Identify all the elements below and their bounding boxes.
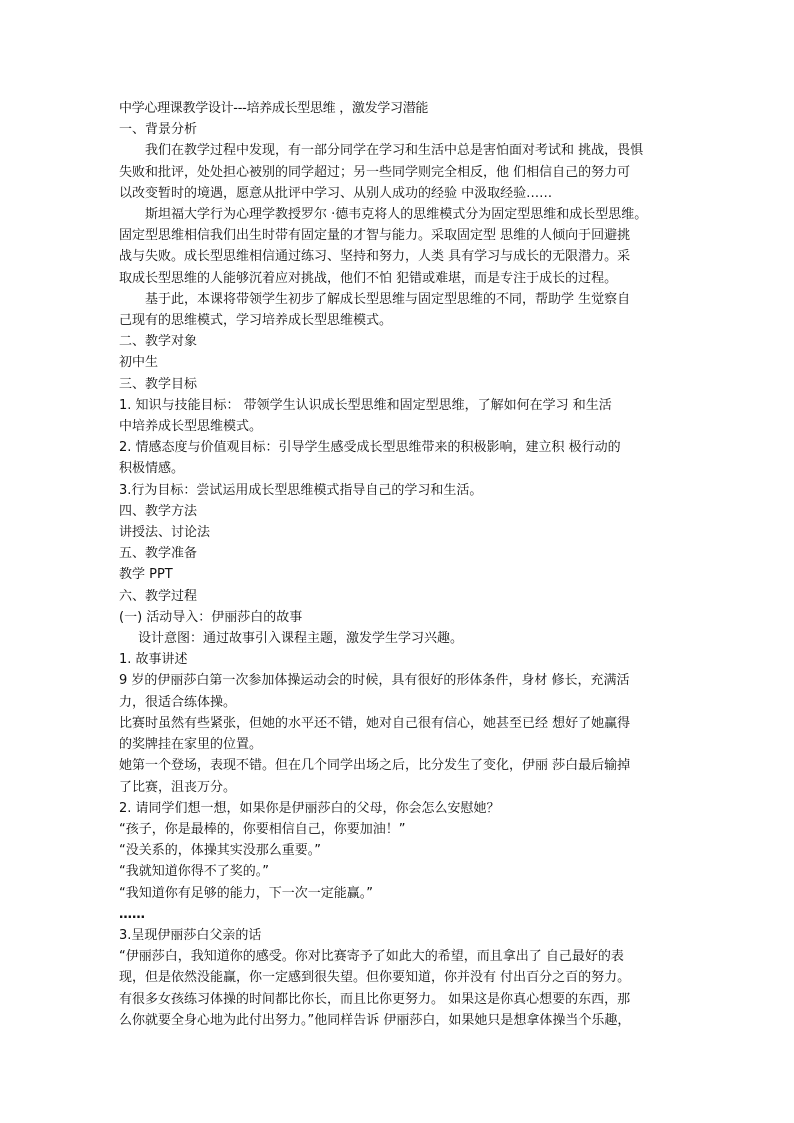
quote-line: 现，但是依然没能赢，你一定感到很失望。但你要知道，你并没有 付出百分之百的努力。 [119,970,631,986]
paragraph-line: 我们在教学过程中发现，有一部分同学在学习和生活中总是害怕面对考试和 挑战，畏惧 [145,143,644,159]
paragraph-line: 力，很适合练体操。 [119,694,237,710]
section-heading-preparation: 五、教学准备 [119,546,198,562]
paragraph-line: 她第一个登场，表现不错。但在几个同学出场之后，比分发生了变化，伊丽 莎白最后输掉 [119,758,631,774]
paragraph-line: 中培养成长型思维模式。 [119,419,263,435]
paragraph-line: 己现有的思维模式，学习培养成长型思维模式。 [119,313,393,329]
document-page [119,98,679,1031]
paragraph-line: 了比赛，沮丧万分。 [119,779,237,795]
ellipsis-line: …… [119,906,145,922]
paragraph-line: 固定型思维相信我们出生时带有固定量的才智与能力。采取固定型 思维的人倾向于回避挑 [119,228,631,244]
paragraph-line: 失败和批评，处处担心被别的同学超过；另一些同学则完全相反，他 们相信自己的努力可 [119,164,631,180]
section-heading-goals: 三、教学目标 [119,376,198,392]
paragraph-line: 教学 PPT [119,567,173,583]
paragraph-line: 的奖牌挂在家里的位置。 [119,737,263,753]
paragraph-line: 比赛时虽然有些紧张，但她的水平还不错，她对自己很有信心，她甚至已经 想好了她赢得 [119,715,631,731]
quote-line: “没关系的，体操其实没那么重要。” [119,843,321,859]
list-item: 2. 请同学们想一想，如果你是伊丽莎白的父母，你会怎么安慰她？ [119,800,500,816]
list-item: 1. 故事讲述 [119,652,188,668]
paragraph-line: 战与失败。成长型思维相信通过练习、坚持和努力，人类 具有学习与成长的无限潜力。采 [119,249,631,265]
quote-line: “孩子，你是最棒的，你要相信自己，你要加油！” [119,821,406,837]
section-heading-background: 一、背景分析 [119,122,198,138]
section-heading-methods: 四、教学方法 [119,503,198,519]
paragraph-line: 9 岁的伊丽莎白第一次参加体操运动会的时候，具有很好的形体条件，身材 修长，充满活 [119,673,630,689]
paragraph-line: 斯坦福大学行为心理学教授罗尔 ·德韦克将人的思维模式分为固定型思维和成长型思维。 [145,207,648,223]
paragraph-line: 积极情感。 [119,461,185,477]
list-item: 3.行为目标：尝试运用成长型思维模式指导自己的学习和生活。 [119,482,483,498]
section-heading-process: 六、教学过程 [119,588,198,604]
paragraph-line: 初中生 [119,355,159,371]
quote-line: 么你就要全身心地为此付出努力。”他同样告诉 伊丽莎白，如果她只是想拿体操当个乐趣， [119,1012,631,1028]
section-heading-audience: 二、教学对象 [119,334,198,350]
quote-line: 有很多女孩练习体操的时间都比你长，而且比你更努力。 如果这是你真心想要的东西，那 [119,991,631,1007]
list-item: 3.呈现伊丽莎白父亲的话 [119,927,262,943]
paragraph-line: 设计意图：通过故事引入课程主题，激发学生学习兴趣。 [138,631,464,647]
document-title: 中学心理课教学设计---培养成长型思维 ，激发学习潜能 [119,101,429,116]
paragraph-line: 取成长型思维的人能够沉着应对挑战，他们不怕 犯错或难堪，而是专注于成长的过程。 [119,270,618,286]
quote-line: “我就知道你得不了奖的。” [119,864,269,880]
subsection-heading: (一) 活动导入：伊丽莎白的故事 [119,609,303,625]
paragraph-line: 以改变暂时的境遇，愿意从批评中学习、从别人成功的经验 中汲取经验…… [119,185,553,201]
quote-line: “我知道你有足够的能力，下一次一定能赢。” [119,885,373,901]
paragraph-line: 讲授法、讨论法 [119,525,211,541]
quote-line: “伊丽莎白，我知道你的感受。你对比赛寄予了如此大的希望，而且拿出了 自己最好的表 [119,949,624,965]
list-item: 1. 知识与技能目标： 带领学生认识成长型思维和固定型思维，了解如何在学习 和生活 [119,397,612,413]
list-item: 2. 情感态度与价值观目标：引导学生感受成长型思维带来的积极影响，建立积 极行动的 [119,440,621,456]
paragraph-line: 基于此，本课将带领学生初步了解成长型思维与固定型思维的不同，帮助学 生觉察自 [145,291,631,307]
